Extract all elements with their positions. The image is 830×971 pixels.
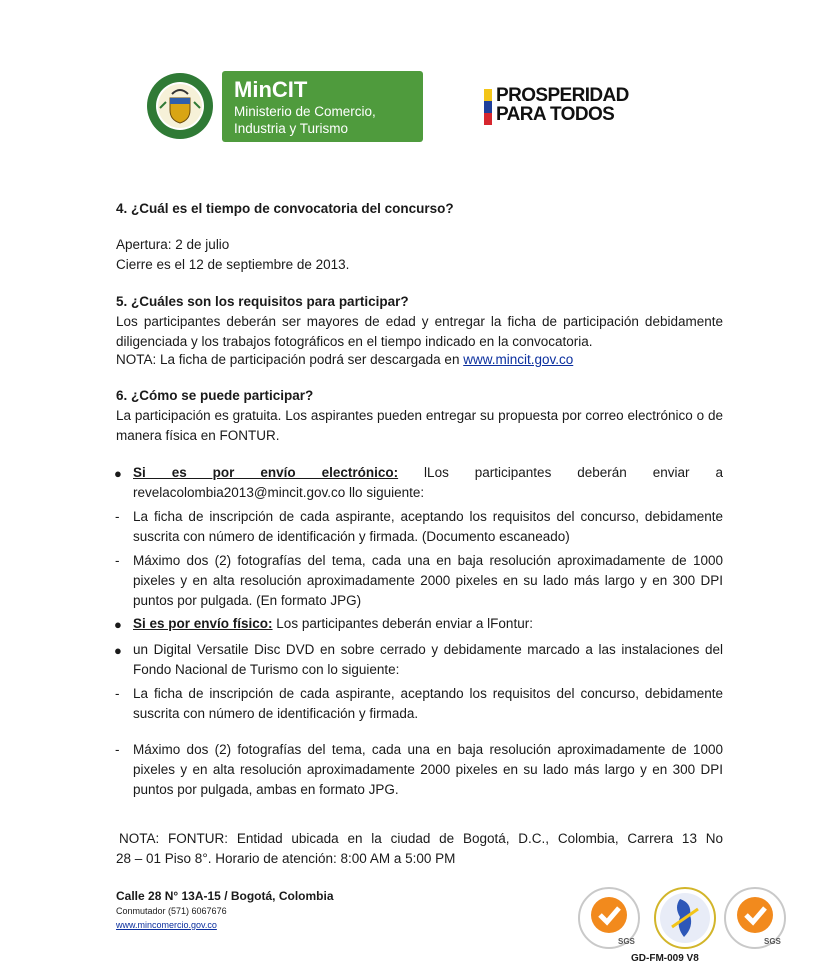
mincit-website-link[interactable]: www.mincit.gov.co (463, 352, 574, 367)
prosperidad-line2: PARA TODOS (496, 104, 615, 125)
mincit-subtitle-line1: Ministerio de Comercio, (234, 104, 376, 119)
section5-note (116, 350, 573, 370)
fontur-note-line1: NOTA: FONTUR: Entidad ubicada en la ciudad de Bogotá, D.C., Colombia, Carrera 13 No (119, 831, 723, 846)
prosperidad-line1: PROSPERIDAD (496, 85, 629, 106)
physical-submission-text: Los participantes deberán enviar a lFontur: (272, 616, 533, 631)
opening-date: Apertura: 2 de julio (116, 237, 230, 252)
section5-note-text: NOTA: La ficha de participación podrá ser descargada en (116, 352, 464, 367)
electronic-submission-title: Si es por envío electrónico: (133, 465, 399, 480)
dash-marker: - (115, 553, 120, 568)
electronic-item-1: La ficha de inscripción de cada aspirante, aceptando los requisitos del concurso, debidamente suscrita con número de identificación y firmada. (Documento escaneado) (133, 509, 723, 544)
mincit-logo (222, 71, 423, 142)
footer-phone: Conmutador (571) 6067676 (116, 906, 227, 916)
dash-marker: - (115, 509, 120, 524)
electronic-submission-bullet (133, 463, 723, 503)
closing-date: Cierre es el 12 de septiembre de 2013. (116, 257, 350, 272)
electronic-item-2: Máximo dos (2) fotografías del tema, cada una en baja resolución aproximadamente de 1000 pixeles y en alta resolución aproximadamente 2000 pixeles en su lado más largo y en 300 DPI puntos por pulgada. (En formato JPG) (133, 553, 723, 608)
section6-paragraph: La participación es gratuita. Los aspirantes pueden entregar su propuesta por correo electrónico o de manera física en FONTUR. (116, 408, 723, 443)
section4-heading: 4. ¿Cuál es el tiempo de convocatoria del concurso? (116, 201, 454, 216)
mincit-subtitle-line2: Industria y Turismo (234, 121, 349, 136)
iso-certification-seal (578, 887, 640, 954)
footer-website-link[interactable]: www.mincomercio.gov.co (116, 920, 217, 930)
physical-dvd-bullet: un Digital Versatile Disc DVD en sobre cerrado y debidamente marcado a las instalaciones del Fondo Nacional de Turismo con lo siguiente: (133, 642, 723, 677)
electronic-submission-text: lLos participantes deberán enviar a revelacolombia2013@mincit.gov.co llo siguiente: (133, 465, 723, 500)
quality-certification-seal (654, 887, 716, 954)
section6-heading: 6. ¿Cómo se puede participar? (116, 388, 314, 403)
bullet-icon: ● (114, 617, 122, 632)
sgs-label: SGS (764, 937, 781, 946)
physical-submission-title: Si es por envío físico: (133, 616, 273, 631)
sgs-label: SGS (618, 937, 635, 946)
mincit-title: MinCIT (234, 77, 308, 102)
iso-certification-seal-2 (724, 887, 786, 954)
footer-address: Calle 28 N° 13A-15 / Bogotá, Colombia (116, 889, 334, 903)
physical-item-2: Máximo dos (2) fotografías del tema, cada una en baja resolución aproximadamente de 1000 pixeles y en alta resolución aproximadamente 2000 pixeles en su lado más largo y en 300 DPI puntos por pulgada, ambas en formato JPG. (133, 742, 723, 797)
section5-heading: 5. ¿Cuáles son los requisitos para participar? (116, 294, 409, 309)
document-code: GD-FM-009 V8 (631, 953, 699, 964)
physical-item-1: La ficha de inscripción de cada aspirante, aceptando los requisitos del concurso, debidamente suscrita con número de identificación y firmada. (133, 686, 723, 721)
prosperidad-logo (496, 86, 629, 124)
bullet-icon: ● (114, 643, 122, 658)
bullet-icon: ● (114, 466, 122, 481)
section5-paragraph: Los participantes deberán ser mayores de edad y entregar la ficha de participación debidamente diligenciada y los trabajos fotográficos en el tiempo indicado en la convocatoria. (116, 314, 723, 349)
dash-marker: - (115, 742, 120, 757)
dash-marker: - (115, 686, 120, 701)
physical-submission-bullet (133, 614, 723, 634)
colombia-flag-stripe (484, 89, 492, 125)
fontur-note-line2: 28 – 01 Piso 8°. Horario de atención: 8:00 AM a 5:00 PM (116, 851, 456, 866)
colombia-coat-of-arms-seal (146, 72, 214, 140)
